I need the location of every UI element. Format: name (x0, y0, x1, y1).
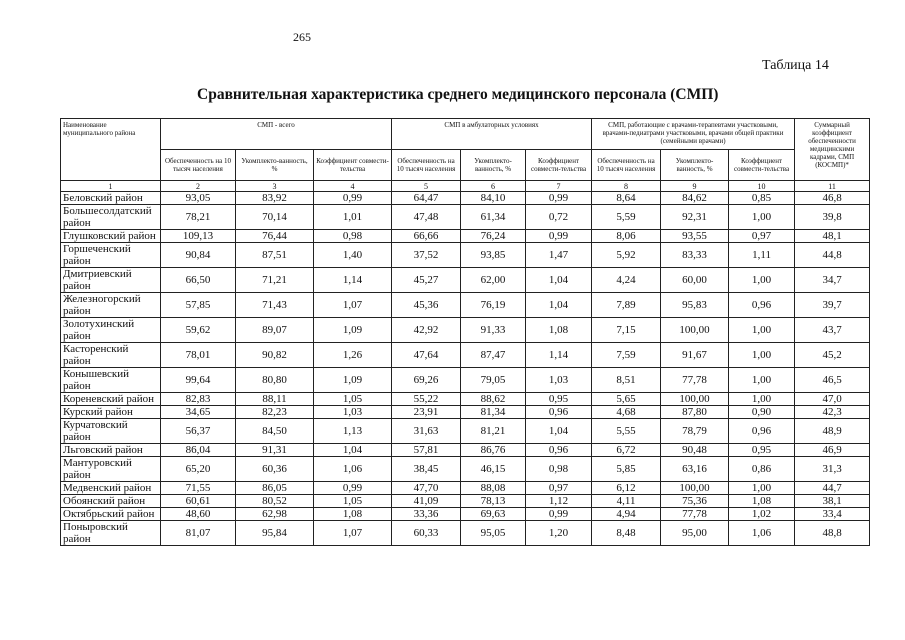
table-cell: 83,33 (661, 243, 729, 268)
table-cell: 60,36 (236, 457, 314, 482)
table-cell: 1,00 (729, 368, 795, 393)
table-cell: 81,21 (461, 419, 526, 444)
table-cell: 1,00 (729, 268, 795, 293)
table-cell: 1,04 (526, 419, 592, 444)
table-cell: 7,15 (592, 318, 661, 343)
table-cell: 0,86 (729, 457, 795, 482)
table-cell: 48,9 (795, 419, 870, 444)
table-cell: 84,62 (661, 192, 729, 205)
table-cell: 0,96 (729, 419, 795, 444)
table-cell: 93,85 (461, 243, 526, 268)
table-cell: 86,76 (461, 444, 526, 457)
table-cell: 8,64 (592, 192, 661, 205)
table-cell: 69,26 (392, 368, 461, 393)
table-cell: 95,05 (461, 521, 526, 546)
table-cell: 1,06 (729, 521, 795, 546)
table-cell: 1,00 (729, 393, 795, 406)
table-cell: 4,24 (592, 268, 661, 293)
district-name: Октябрьский район (61, 508, 161, 521)
table-cell: 43,7 (795, 318, 870, 343)
table-cell: 1,04 (314, 444, 392, 457)
table-cell: 46,8 (795, 192, 870, 205)
table-row (61, 192, 870, 205)
table-row (61, 230, 870, 243)
table-row (61, 444, 870, 457)
table-row (61, 457, 870, 482)
table-cell: 77,78 (661, 368, 729, 393)
table-row (61, 318, 870, 343)
table-cell: 45,27 (392, 268, 461, 293)
header-staffing: Укомплекто-ванность, % (461, 150, 526, 181)
table-cell: 88,11 (236, 393, 314, 406)
header-coefficient: Коэффициент совмести-тельства (526, 150, 592, 181)
table-cell: 99,64 (161, 368, 236, 393)
header-summary-coefficient: Суммарный коэффициент обеспеченности медицинскими кадрами, СМП (КОСМП)* (795, 119, 870, 181)
table-cell: 60,33 (392, 521, 461, 546)
table-cell: 88,08 (461, 482, 526, 495)
table-cell: 90,48 (661, 444, 729, 457)
table-cell: 75,36 (661, 495, 729, 508)
table-row (61, 293, 870, 318)
table-cell: 91,67 (661, 343, 729, 368)
column-number: 11 (795, 181, 870, 192)
table-cell: 5,55 (592, 419, 661, 444)
table-cell: 45,36 (392, 293, 461, 318)
table-cell: 0,90 (729, 406, 795, 419)
table-cell: 1,14 (526, 343, 592, 368)
table-cell: 95,00 (661, 521, 729, 546)
table-cell: 61,34 (461, 205, 526, 230)
table-cell: 0,99 (314, 192, 392, 205)
table-cell: 1,40 (314, 243, 392, 268)
table-cell: 80,52 (236, 495, 314, 508)
table-cell: 57,81 (392, 444, 461, 457)
table-cell: 0,95 (729, 444, 795, 457)
district-name: Глушковский район (61, 230, 161, 243)
table-cell: 64,47 (392, 192, 461, 205)
table-cell: 1,47 (526, 243, 592, 268)
table-row (61, 521, 870, 546)
table-cell: 0,96 (729, 293, 795, 318)
table-cell: 45,2 (795, 343, 870, 368)
table-cell: 62,98 (236, 508, 314, 521)
table-cell: 5,59 (592, 205, 661, 230)
table-cell: 57,85 (161, 293, 236, 318)
table-cell: 1,05 (314, 495, 392, 508)
table-cell: 6,72 (592, 444, 661, 457)
table-cell: 91,31 (236, 444, 314, 457)
table-cell: 90,82 (236, 343, 314, 368)
table-cell: 0,97 (526, 482, 592, 495)
table-cell: 47,48 (392, 205, 461, 230)
table-cell: 100,00 (661, 318, 729, 343)
table-cell: 1,00 (729, 205, 795, 230)
table-cell: 78,21 (161, 205, 236, 230)
table-cell: 44,8 (795, 243, 870, 268)
document-title: Сравнительная характеристика среднего медицинского персонала (СМП) (197, 86, 719, 103)
table-cell: 100,00 (661, 482, 729, 495)
column-number: 9 (661, 181, 729, 192)
district-name: Поныровский район (61, 521, 161, 546)
table-cell: 1,00 (729, 318, 795, 343)
table-cell: 76,44 (236, 230, 314, 243)
table-cell: 71,55 (161, 482, 236, 495)
table-cell: 1,26 (314, 343, 392, 368)
table-cell: 6,12 (592, 482, 661, 495)
table-cell: 70,14 (236, 205, 314, 230)
header-group-ambulatory: СМП в амбулаторных условиях (392, 119, 592, 150)
column-number: 8 (592, 181, 661, 192)
district-name: Кореневский район (61, 393, 161, 406)
table-cell: 1,12 (526, 495, 592, 508)
table-row (61, 205, 870, 230)
table-cell: 0,97 (729, 230, 795, 243)
district-name: Беловский район (61, 192, 161, 205)
district-name: Конышевский район (61, 368, 161, 393)
table-cell: 55,22 (392, 393, 461, 406)
table-cell: 1,00 (729, 343, 795, 368)
column-number: 4 (314, 181, 392, 192)
table-cell: 34,7 (795, 268, 870, 293)
table-cell: 0,99 (526, 230, 592, 243)
table-cell: 0,96 (526, 406, 592, 419)
table-cell: 1,13 (314, 419, 392, 444)
table-cell: 8,51 (592, 368, 661, 393)
table-cell: 37,52 (392, 243, 461, 268)
table-cell: 1,09 (314, 368, 392, 393)
table-row (61, 368, 870, 393)
table-cell: 81,07 (161, 521, 236, 546)
table-cell: 39,7 (795, 293, 870, 318)
table-cell: 1,08 (314, 508, 392, 521)
table-cell: 0,95 (526, 393, 592, 406)
district-name: Курчатовский район (61, 419, 161, 444)
column-number: 6 (461, 181, 526, 192)
district-name: Горшеченский район (61, 243, 161, 268)
table-row (61, 419, 870, 444)
table-cell: 56,37 (161, 419, 236, 444)
table-cell: 1,02 (729, 508, 795, 521)
table-cell: 89,07 (236, 318, 314, 343)
table-cell: 78,13 (461, 495, 526, 508)
table-cell: 0,99 (314, 482, 392, 495)
table-cell: 46,5 (795, 368, 870, 393)
column-number: 7 (526, 181, 592, 192)
district-name: Медвенский район (61, 482, 161, 495)
header-group-gp: СМП, работающие с врачами-терапевтами участковыми, врачами-педиатрами участковыми, врачами общей практики (семейными врачами) (592, 119, 795, 150)
table-cell: 5,92 (592, 243, 661, 268)
table-row (61, 343, 870, 368)
table-cell: 100,00 (661, 393, 729, 406)
district-name: Льговский район (61, 444, 161, 457)
header-supply: Обеспеченность на 10 тысяч населения (592, 150, 661, 181)
header-coefficient: Коэффициент совмести-тельства (729, 150, 795, 181)
table-cell: 31,63 (392, 419, 461, 444)
table-row (61, 268, 870, 293)
district-name: Обоянский район (61, 495, 161, 508)
district-name: Железногорский район (61, 293, 161, 318)
table-cell: 31,3 (795, 457, 870, 482)
table-body (61, 192, 870, 546)
table-cell: 84,10 (461, 192, 526, 205)
table-cell: 95,83 (661, 293, 729, 318)
table-row (61, 495, 870, 508)
column-number: 5 (392, 181, 461, 192)
table-cell: 60,00 (661, 268, 729, 293)
table-cell: 76,24 (461, 230, 526, 243)
table-cell: 1,08 (729, 495, 795, 508)
table-cell: 0,85 (729, 192, 795, 205)
table-cell: 93,55 (661, 230, 729, 243)
column-number: 1 (61, 181, 161, 192)
table-cell: 39,8 (795, 205, 870, 230)
table-cell: 95,84 (236, 521, 314, 546)
table-row (61, 243, 870, 268)
table-cell: 66,50 (161, 268, 236, 293)
table-cell: 1,20 (526, 521, 592, 546)
table-cell: 7,89 (592, 293, 661, 318)
table-cell: 23,91 (392, 406, 461, 419)
table-cell: 4,11 (592, 495, 661, 508)
table-cell: 87,47 (461, 343, 526, 368)
table-row (61, 508, 870, 521)
table-cell: 48,1 (795, 230, 870, 243)
table-cell: 1,06 (314, 457, 392, 482)
table-cell: 86,04 (161, 444, 236, 457)
table-cell: 1,07 (314, 293, 392, 318)
table-cell: 0,98 (314, 230, 392, 243)
table-cell: 81,34 (461, 406, 526, 419)
table-cell: 47,0 (795, 393, 870, 406)
table-cell: 1,04 (526, 268, 592, 293)
table-row (61, 406, 870, 419)
table-cell: 8,06 (592, 230, 661, 243)
table-cell: 1,05 (314, 393, 392, 406)
table-cell: 59,62 (161, 318, 236, 343)
table-cell: 78,79 (661, 419, 729, 444)
table-cell: 1,08 (526, 318, 592, 343)
page-number: 265 (293, 30, 311, 44)
table-row (61, 482, 870, 495)
table-cell: 1,09 (314, 318, 392, 343)
table-cell: 42,92 (392, 318, 461, 343)
table-cell: 1,03 (526, 368, 592, 393)
table-cell: 46,9 (795, 444, 870, 457)
table-cell: 44,7 (795, 482, 870, 495)
table-cell: 48,8 (795, 521, 870, 546)
table-cell: 78,01 (161, 343, 236, 368)
table-cell: 38,45 (392, 457, 461, 482)
table-cell: 63,16 (661, 457, 729, 482)
table-cell: 79,05 (461, 368, 526, 393)
table-cell: 1,14 (314, 268, 392, 293)
table-cell: 86,05 (236, 482, 314, 495)
table-label: Таблица 14 (762, 58, 829, 73)
table-cell: 1,01 (314, 205, 392, 230)
table-cell: 91,33 (461, 318, 526, 343)
table-cell: 47,70 (392, 482, 461, 495)
table-cell: 1,07 (314, 521, 392, 546)
table-cell: 82,23 (236, 406, 314, 419)
table-cell: 7,59 (592, 343, 661, 368)
table-cell: 34,65 (161, 406, 236, 419)
table-row (61, 393, 870, 406)
table-cell: 41,09 (392, 495, 461, 508)
table-cell: 77,78 (661, 508, 729, 521)
table-cell: 1,00 (729, 482, 795, 495)
table-cell: 38,1 (795, 495, 870, 508)
table-cell: 87,80 (661, 406, 729, 419)
table-cell: 8,48 (592, 521, 661, 546)
column-number: 2 (161, 181, 236, 192)
table-cell: 48,60 (161, 508, 236, 521)
table-cell: 71,43 (236, 293, 314, 318)
district-name: Мантуровский район (61, 457, 161, 482)
column-number: 10 (729, 181, 795, 192)
table-cell: 47,64 (392, 343, 461, 368)
table-cell: 66,66 (392, 230, 461, 243)
table-cell: 0,96 (526, 444, 592, 457)
district-name: Касторенский район (61, 343, 161, 368)
table-cell: 46,15 (461, 457, 526, 482)
table-cell: 5,65 (592, 393, 661, 406)
header-supply: Обеспеченность на 10 тысяч населения (392, 150, 461, 181)
table-cell: 5,85 (592, 457, 661, 482)
table-cell: 88,62 (461, 393, 526, 406)
table-cell: 0,99 (526, 192, 592, 205)
table-cell: 0,98 (526, 457, 592, 482)
table-cell: 92,31 (661, 205, 729, 230)
table-cell: 76,19 (461, 293, 526, 318)
table-cell: 1,03 (314, 406, 392, 419)
table-cell: 83,92 (236, 192, 314, 205)
header-district-name: Наименование муниципального района (61, 119, 161, 181)
table-cell: 87,51 (236, 243, 314, 268)
table-cell: 4,68 (592, 406, 661, 419)
table-cell: 33,36 (392, 508, 461, 521)
table-cell: 62,00 (461, 268, 526, 293)
table-cell: 71,21 (236, 268, 314, 293)
table-cell: 109,13 (161, 230, 236, 243)
header-group-total: СМП - всего (161, 119, 392, 150)
table-cell: 4,94 (592, 508, 661, 521)
district-name: Дмитриевский район (61, 268, 161, 293)
table-cell: 80,80 (236, 368, 314, 393)
table-cell: 42,3 (795, 406, 870, 419)
table-cell: 93,05 (161, 192, 236, 205)
table-cell: 65,20 (161, 457, 236, 482)
district-name: Большесолдатский район (61, 205, 161, 230)
column-number: 3 (236, 181, 314, 192)
district-name: Золотухинский район (61, 318, 161, 343)
table-cell: 1,11 (729, 243, 795, 268)
header-coefficient: Коэффициент совмести-тельства (314, 150, 392, 181)
table-cell: 1,04 (526, 293, 592, 318)
table-cell: 0,72 (526, 205, 592, 230)
column-number-row (61, 181, 870, 192)
header-staffing: Укомплекто-ванность, % (661, 150, 729, 181)
medical-staff-table (60, 118, 870, 546)
table-cell: 69,63 (461, 508, 526, 521)
header-supply: Обеспеченность на 10 тысяч населения (161, 150, 236, 181)
district-name: Курский район (61, 406, 161, 419)
table-cell: 33,4 (795, 508, 870, 521)
table-cell: 90,84 (161, 243, 236, 268)
table-cell: 0,99 (526, 508, 592, 521)
table-cell: 60,61 (161, 495, 236, 508)
table-cell: 84,50 (236, 419, 314, 444)
table-cell: 82,83 (161, 393, 236, 406)
header-staffing: Укомплекто-ванность, % (236, 150, 314, 181)
